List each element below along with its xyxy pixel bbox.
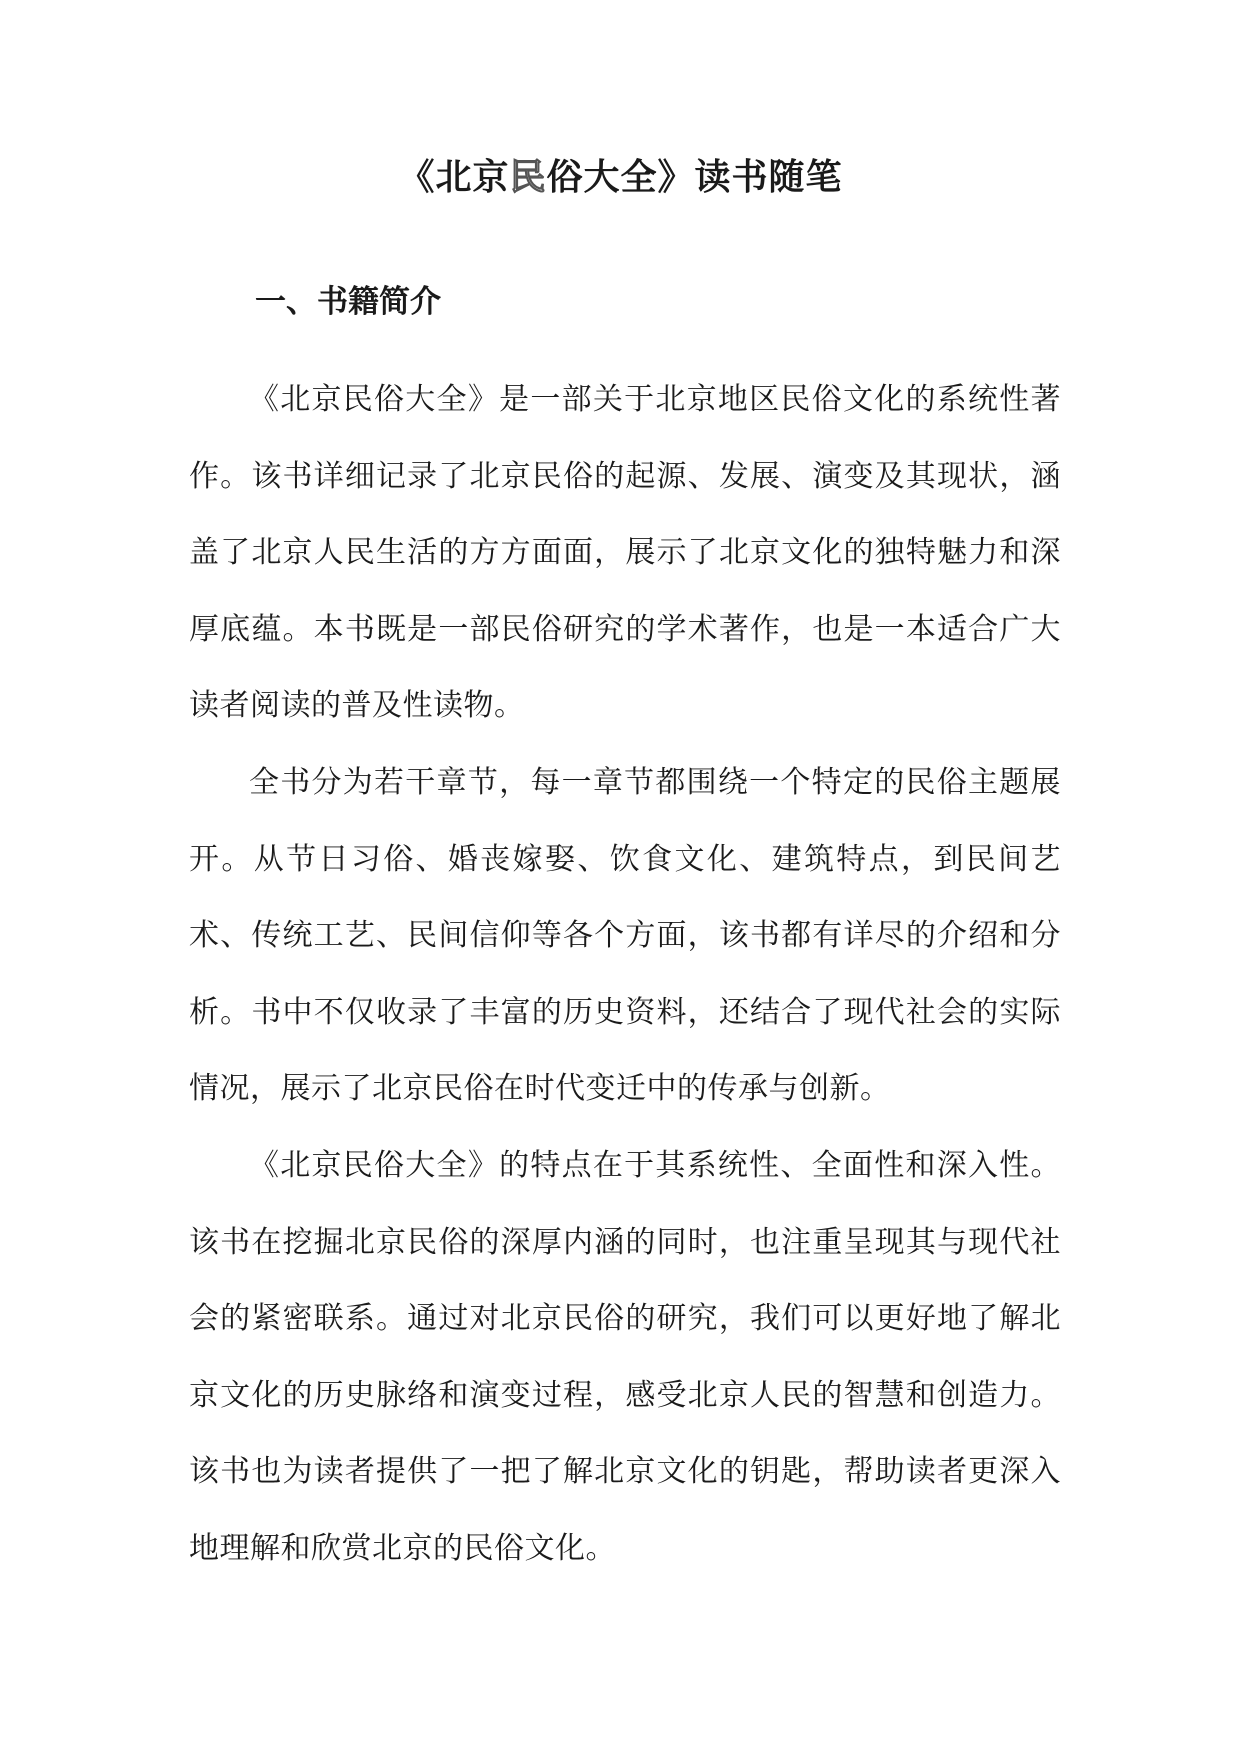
body-text (189, 362, 1061, 1588)
paragraph-2: 全书分为若干章节，每一章节都围绕一个特定的民俗主题展开。从节日习俗、婚丧嫁娶、饮食文化、建筑特点，到民间艺术、传统工艺、民间信仰等各个方面，该书都有详尽的介绍和分析。书中不仅收录了丰富的历史资料，还结合了现代社会的实际情况，展示了北京民俗在时代变迁中的传承与创新。 (189, 764, 1061, 1107)
title-part-2: 俗大全》读书随笔 (546, 157, 843, 198)
title-hollow-char: 民 (509, 157, 547, 198)
paragraph-1: 《北京民俗大全》是一部关于北京地区民俗文化的系统性著作。该书详细记录了北京民俗的起源、发展、演变及其现状，涵盖了北京人民生活的方方面面，展示了北京文化的独特魅力和深厚底蕴。本书既是一部民俗研究的学术著作，也是一本适合广大读者阅读的普及性读物。 (189, 382, 1061, 724)
page-title (0, 150, 1241, 206)
title-part-1: 《北京 (398, 157, 510, 198)
section-heading: 一、书籍简介 (255, 284, 441, 320)
paragraph-3: 《北京民俗大全》的特点在于其系统性、全面性和深入性。该书在挖掘北京民俗的深厚内涵的同时，也注重呈现其与现代社会的紧密联系。通过对北京民俗的研究，我们可以更好地了解北京文化的历史脉络和演变过程，感受北京人民的智慧和创造力。该书也为读者提供了一把了解北京文化的钥匙，帮助读者更深入地理解和欣赏北京的民俗文化。 (189, 1147, 1061, 1566)
